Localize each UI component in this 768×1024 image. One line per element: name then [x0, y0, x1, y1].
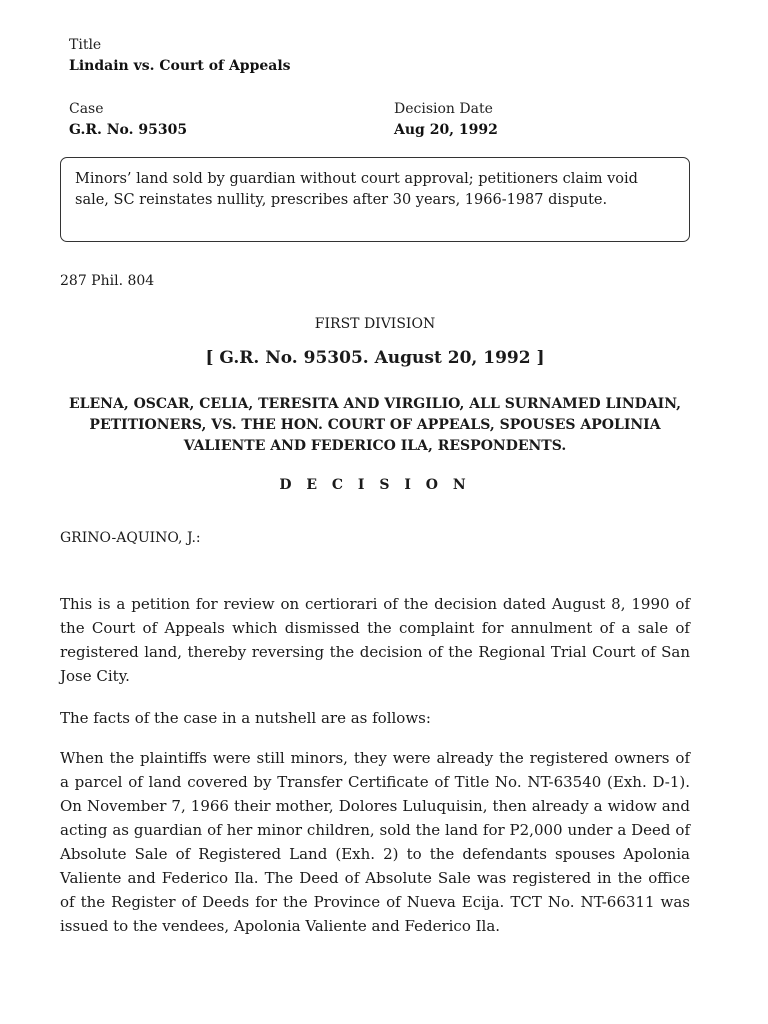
decision-heading: D E C I S I O N: [279, 477, 471, 493]
decision-date-label: Decision Date: [394, 101, 493, 117]
title-label: Title: [69, 37, 102, 53]
citation: 287 Phil. 804: [60, 273, 155, 289]
decision-date: Aug 20, 1992: [394, 122, 498, 138]
paragraph-3: When the plaintiffs were still minors, they were already the registered owners of a parcel of land covered by Transfer Certificate of Title No. NT-63540 (Exh. D-1). On November 7, 1966 their mother, Dolores Luluquisin, then already a widow and acting as guardian of her minor children, sold the land for P2,000 under a Deed of Absolute Sale of Registered Land (Exh. 2) to the defendants spouses Apolonia Valiente and Federico Ila. The Deed of Absolute Sale was registered in the office of the Register of Deeds for the Province of Nueva Ecija. TCT No. NT-66311 was issued to the vendees, Apolonia Valiente and Federico Ila.: [60, 749, 690, 935]
case-summary-text: Minors’ land sold by guardian without court approval; petitioners claim void sale, SC reinstates nullity, prescribes after 30 years, 1966-1987 dispute.: [75, 171, 638, 208]
case-summary-box: [60, 157, 690, 242]
case-number: G.R. No. 95305: [69, 122, 188, 138]
ponente: GRINO-AQUINO, J.:: [60, 530, 201, 546]
division-heading: FIRST DIVISION: [314, 316, 436, 332]
parties-caption: ELENA, OSCAR, CELIA, TERESITA AND VIRGILIO, ALL SURNAMED LINDAIN, PETITIONERS, VS. THE HON. COURT OF APPEALS, SPOUSES APOLINIA VALIENTE AND FEDERICO ILA, RESPONDENTS.: [68, 396, 682, 454]
paragraph-2: The facts of the case in a nutshell are as follows:: [60, 709, 431, 727]
case-label: Case: [69, 101, 104, 117]
case-title: Lindain vs. Court of Appeals: [69, 58, 291, 74]
paragraph-1: This is a petition for review on certiorari of the decision dated August 8, 1990 of the Court of Appeals which dismissed the complaint for annulment of a sale of registered land, thereby reversing the decision of the Regional Trial Court of San Jose City.: [60, 595, 690, 685]
gr-number-heading: [ G.R. No. 95305. August 20, 1992 ]: [205, 348, 545, 368]
